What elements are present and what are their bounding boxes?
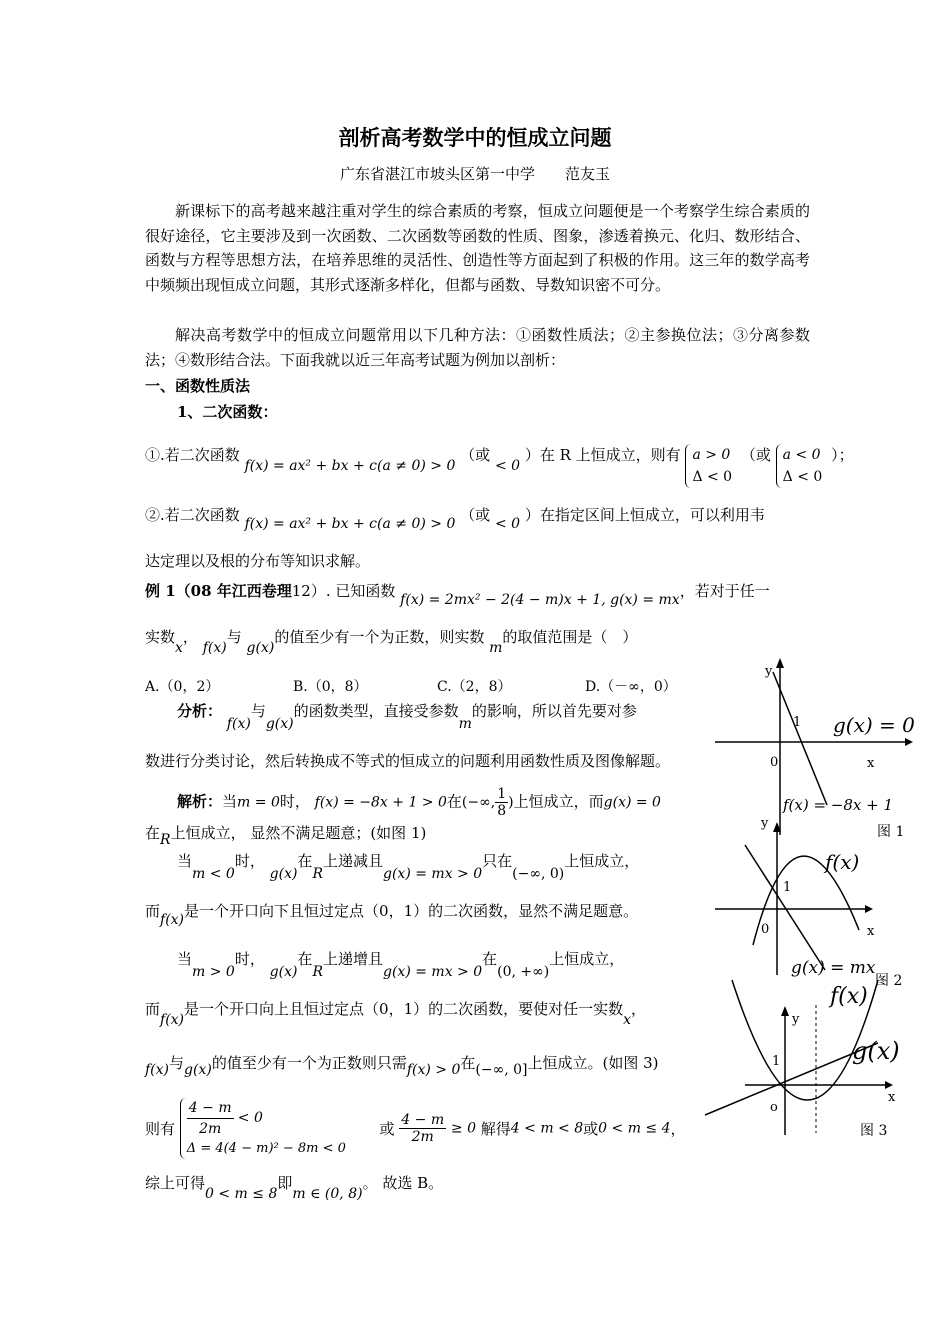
text: 实数 xyxy=(145,628,176,646)
expr: 4 < m < 8 xyxy=(510,1120,584,1137)
expr: (−∞, 0] xyxy=(475,1062,528,1078)
text: 在 xyxy=(446,792,462,811)
text: 与 xyxy=(226,628,242,646)
fig2-x-label: x xyxy=(867,924,875,939)
text: 在 xyxy=(297,950,313,968)
solution-case-negative xyxy=(177,850,640,882)
text: 上恒成立， xyxy=(564,852,640,870)
expr: g(x) xyxy=(269,866,298,882)
expr: f(x) xyxy=(145,1062,170,1078)
solution-case-negative-line-2 xyxy=(145,900,639,928)
solution-case-positive-line-2 xyxy=(145,998,647,1028)
expr: g(x) xyxy=(184,1062,212,1078)
solution-conclusion xyxy=(145,1172,444,1202)
item-1 xyxy=(145,434,854,485)
text: 的取值范围是（ ） xyxy=(502,628,638,646)
figure-1 xyxy=(715,650,925,840)
option-c: C.（2，8） xyxy=(437,679,512,695)
item-1-tail: ）； xyxy=(831,446,854,464)
text: 是一个开口向上且恒过定点（0，1）的二次函数，要使对任一实数 xyxy=(184,1000,624,1018)
item-1-mid: ）在 R 上恒成立，则有 xyxy=(524,446,681,464)
fig2-f-label: f(x) xyxy=(825,850,860,874)
set-R: R xyxy=(160,832,171,848)
option-d: D.（－∞，0） xyxy=(585,679,677,695)
fig1-x-label: x xyxy=(867,756,875,771)
item-2-lead: ②.若二次函数 xyxy=(145,506,240,524)
fig1-y-label: y xyxy=(765,664,773,679)
text: 的影响，所以首先要对参 xyxy=(471,702,637,720)
case-1-top: a > 0 xyxy=(692,447,731,463)
numerator: 4 − m xyxy=(187,1098,234,1119)
inequality-system xyxy=(180,1098,350,1159)
fig1-line-f xyxy=(773,672,827,805)
expr: (0, +∞) xyxy=(497,964,550,980)
item-2-alt-expr: < 0 xyxy=(494,516,521,532)
text: 当 xyxy=(177,950,193,968)
text: ， xyxy=(670,1120,686,1138)
item-2-alt-open: （或 xyxy=(460,506,491,524)
system-row-1 xyxy=(187,1098,346,1139)
fig2-g-label: g(x) = mx xyxy=(791,958,876,978)
fig1-origin-label: 0 xyxy=(770,755,779,770)
denominator: 2m xyxy=(411,1129,434,1145)
item-2-tail: ）在指定区间上恒成立，可以利用韦 xyxy=(524,506,765,524)
expr-gx: g(x) xyxy=(246,640,275,656)
fig3-one-label: 1 xyxy=(772,1054,781,1069)
fig2-y-arrow xyxy=(773,822,781,832)
text: 在 xyxy=(145,824,161,842)
expr: f(x) xyxy=(160,1012,185,1028)
fraction xyxy=(399,1112,446,1145)
text: 或 xyxy=(379,1120,395,1138)
case-2-top: a < 0 xyxy=(782,447,821,463)
text: 上恒成立。(如图 3) xyxy=(527,1054,659,1072)
text: 上递减且 xyxy=(322,852,383,870)
example-1-line-2 xyxy=(145,626,638,656)
example-1-tail: ，若对于任一 xyxy=(679,582,770,600)
expr: g(x) = 0 xyxy=(603,794,661,811)
solution-case-positive xyxy=(177,948,625,980)
text: 的值至少有一个为正数则只需 xyxy=(211,1054,407,1072)
fig3-f-label: f(x) xyxy=(830,984,868,1009)
fig2-origin-label: 0 xyxy=(761,922,770,937)
fig1-g-label: g(x) = 0 xyxy=(833,713,915,737)
item-2-line-2: 达定理以及根的分布等知识求解。 xyxy=(145,552,371,570)
fig2-x-arrow xyxy=(865,905,873,913)
option-a: A.（0，2） xyxy=(145,679,220,695)
relation: ≥ 0 xyxy=(450,1120,476,1137)
system-row-2: Δ = 4(4 − m)² − 8m < 0 xyxy=(186,1141,346,1156)
fig3-origin-label: o xyxy=(770,1100,778,1115)
fig3-x-arrow xyxy=(885,1081,893,1089)
relation: < 0 xyxy=(237,1110,263,1126)
numerator: 1 xyxy=(497,786,507,802)
solution-case-zero xyxy=(177,786,661,819)
expr: m > 0 xyxy=(192,964,235,980)
text: 与 xyxy=(250,702,266,720)
text: 的函数类型，直接受参数 xyxy=(293,702,459,720)
text: ， xyxy=(182,628,198,646)
solution-condition-line xyxy=(145,1052,659,1078)
denominator: 2m xyxy=(199,1121,222,1137)
fraction xyxy=(495,786,508,819)
var-x: x xyxy=(175,640,183,656)
example-1 xyxy=(145,580,770,608)
text: 综上可得 xyxy=(145,1174,206,1192)
text: 是一个开口向下且恒过定点（0，1）的二次函数，显然不满足题意。 xyxy=(184,902,639,920)
analysis-line-2: 数进行分类讨论，然后转换成不等式的恒成立的问题利用函数性质及图像解题。 xyxy=(145,752,671,770)
expr: g(x) = mx > 0 xyxy=(383,866,483,882)
item-1-case-1 xyxy=(685,444,736,488)
text: 在 xyxy=(482,950,498,968)
expr: f(x) xyxy=(160,912,185,928)
fig3-x-label: x xyxy=(888,1090,896,1105)
text: 当 xyxy=(222,792,238,811)
case-2-bottom: Δ < 0 xyxy=(782,469,823,485)
text: 上递增且 xyxy=(322,950,383,968)
fig3-y-label: y xyxy=(792,1012,800,1027)
text: 上恒成立， 显然不满足题意；(如图 1) xyxy=(170,824,427,842)
expr-fx: f(x) xyxy=(202,640,227,656)
intro-paragraph-1: 新课标下的高考越来越注重对学生的综合素质的考察，恒成立问题便是一个考察学生综合素质的很好途径，它主要涉及到一次函数、二次函数等函数的性质、图象，渗透着换元、化归、数形结合、函数与方程等思想方法，在培养思维的灵活性、创造性等方面起到了积极的作用。这三年的数学高考中频频出现恒成立问题，其形式逐渐多样化，但都与函数、导数知识密不可分。 xyxy=(145,202,810,294)
numerator: 4 − m xyxy=(401,1112,445,1128)
expr: 0 < m ≤ 8 xyxy=(205,1186,278,1202)
expr-fx: f(x) xyxy=(226,716,251,732)
set-R: R xyxy=(312,964,323,980)
denominator: 8 xyxy=(497,803,507,819)
fig2-y-label: y xyxy=(761,816,769,831)
fig1-caption: 图 1 xyxy=(877,824,905,840)
set-R: R xyxy=(312,866,323,882)
item-2-expr: f(x) = ax² + bx + c(a ≠ 0) > 0 xyxy=(244,516,456,532)
expr: g(x) = mx > 0 xyxy=(383,964,483,980)
text: 在 xyxy=(297,852,313,870)
expr-gx: g(x) xyxy=(265,716,294,732)
fig3-caption: 图 3 xyxy=(860,1123,888,1139)
text: 上恒成立，而 xyxy=(513,792,604,811)
text: 在 xyxy=(460,1054,476,1072)
item-1-or: （或 xyxy=(740,446,771,464)
expr: m ∈ (0, 8) xyxy=(292,1186,363,1202)
example-1-label: 例 1（08 年江西卷理 xyxy=(145,582,292,600)
solution-case-zero-line-2 xyxy=(145,822,427,848)
item-1-case-2 xyxy=(776,444,827,488)
item-1-alt-open: （或 xyxy=(460,446,491,464)
text: 即 xyxy=(277,1174,293,1192)
text: 时， xyxy=(234,852,265,870)
solution-label: 解析： xyxy=(177,792,223,811)
expr: 0 < m ≤ 4 xyxy=(598,1120,671,1137)
text: 或 xyxy=(583,1120,599,1138)
fig1-one-label: 1 xyxy=(793,715,802,730)
figure-2 xyxy=(705,815,925,995)
expr: f(x) = −8x + 1 > 0 xyxy=(314,794,447,811)
fraction xyxy=(187,1098,234,1139)
section-heading: 一、函数性质法 xyxy=(145,377,251,395)
fig1-x-arrow xyxy=(905,738,913,746)
text: 则有 xyxy=(145,1120,176,1138)
text: 而 xyxy=(145,1000,161,1018)
var-m: m xyxy=(489,640,503,656)
text: 上恒成立， xyxy=(549,950,625,968)
text: ， xyxy=(631,1000,647,1018)
subsection-heading: 1、二次函数： xyxy=(177,403,278,421)
solution-system xyxy=(145,1098,686,1159)
expr: f(x) > 0 xyxy=(406,1062,461,1078)
figure-3 xyxy=(700,975,925,1145)
example-1-expr: f(x) = 2mx² − 2(4 − m)x + 1, g(x) = mx xyxy=(400,592,680,608)
expr: g(x) xyxy=(269,964,298,980)
author-line: 广东省湛江市坡头区第一中学 范友玉 xyxy=(339,165,610,183)
expr: ) xyxy=(508,794,514,811)
fig1-y-arrow xyxy=(776,658,784,668)
text: 。 故选 B。 xyxy=(362,1174,444,1192)
expr: m < 0 xyxy=(192,866,235,882)
item-2 xyxy=(145,504,765,532)
item-1-alt-expr: < 0 xyxy=(494,458,521,474)
fig2-one-label: 1 xyxy=(783,880,792,895)
text: 与 xyxy=(169,1054,185,1072)
analysis xyxy=(177,700,637,732)
item-1-expr: f(x) = ax² + bx + c(a ≠ 0) > 0 xyxy=(244,458,456,474)
text: 而 xyxy=(145,902,161,920)
option-b: B.（0，8） xyxy=(293,679,368,695)
expr: (−∞, 0) xyxy=(512,866,565,882)
analysis-label: 分析： xyxy=(177,702,223,720)
text: 解得 xyxy=(480,1120,511,1138)
fig3-g-label: g(x) xyxy=(852,1037,900,1065)
text: 时， xyxy=(234,950,265,968)
text: 的值至少有一个为正数，则实数 xyxy=(274,628,485,646)
var-m: m xyxy=(458,716,472,732)
text: 时， xyxy=(279,792,310,811)
text: 当 xyxy=(177,852,193,870)
fig2-caption: 图 2 xyxy=(875,973,903,989)
fig1-f-label: f(x) = −8x + 1 xyxy=(783,796,894,814)
fig3-y-arrow xyxy=(781,1006,789,1016)
text: 只在 xyxy=(482,852,513,870)
case-1-bottom: Δ < 0 xyxy=(692,469,733,485)
expr: m = 0 xyxy=(237,794,280,811)
example-1-label-num: 12）. 已知函数 xyxy=(291,582,396,600)
fig2-line-g xyxy=(745,845,825,970)
intro-paragraph-2: 解决高考数学中的恒成立问题常用以下几种方法：①函数性质法；②主参换位法；③分离参数法；④数形结合法。下面我就以近三年高考试题为例加以剖析： xyxy=(145,326,810,369)
item-1-lead: ①.若二次函数 xyxy=(145,446,240,464)
expr: (−∞, xyxy=(461,794,496,811)
page-title: 剖析高考数学中的恒成立问题 xyxy=(338,125,612,150)
var-x: x xyxy=(623,1012,632,1028)
